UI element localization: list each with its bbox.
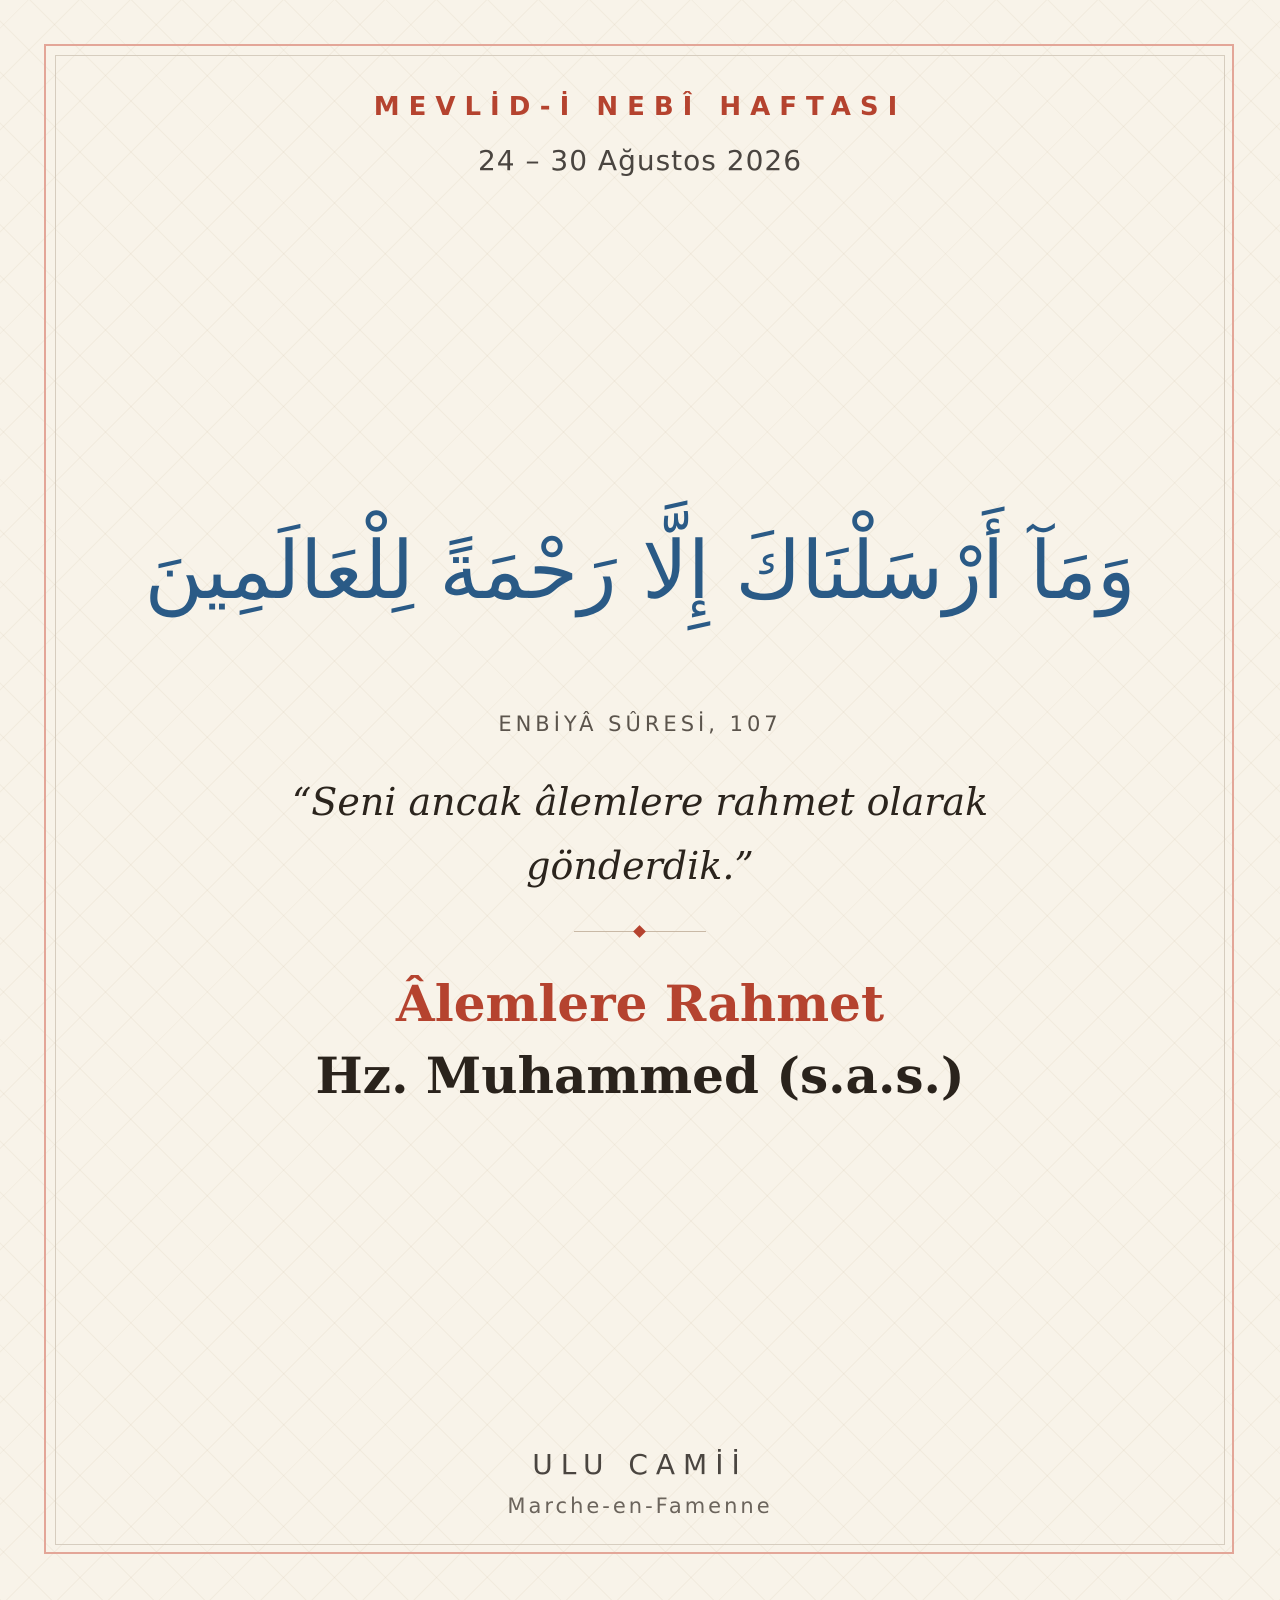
mosque-name: ULU CAMİİ (532, 1448, 748, 1481)
event-title: MEVLİD-İ NEBÎ HAFTASI (373, 92, 907, 122)
verse-reference: ENBİYÂ SÛRESİ, 107 (498, 712, 782, 736)
arabic-verse: وَمَآ أَرْسَلْنَاكَ إِلَّا رَحْمَةً لِلْعَالَمِينَ (144, 524, 1136, 617)
event-dates: 24 – 30 Ağustos 2026 (477, 144, 803, 177)
subheadline: Hz. Muhammed (s.a.s.) (315, 1046, 965, 1105)
verse-translation: “Seni ancak âlemlere rahmet olarak gönderdik.” (291, 780, 989, 888)
mosque-city: Marche-en-Famenne (507, 1494, 773, 1518)
headline: Âlemlere Rahmet (395, 974, 885, 1033)
